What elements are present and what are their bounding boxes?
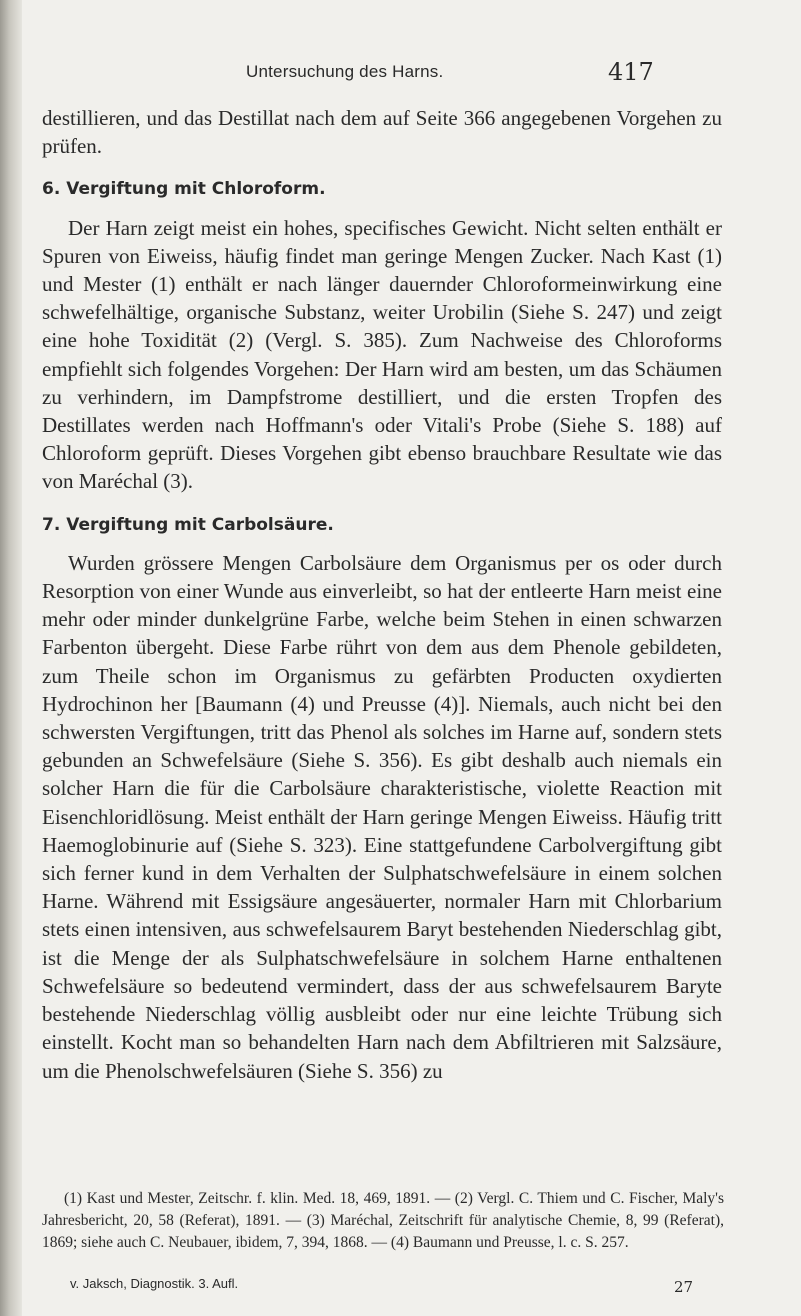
section-6-title: Vergiftung mit Chloroform. [66, 179, 326, 200]
book-spine-shadow [0, 0, 22, 1316]
section-6-heading [42, 175, 722, 203]
section-7-title: Vergiftung mit Carbolsäure. [66, 514, 334, 535]
running-head [22, 58, 801, 92]
section-7-number: 7. [42, 514, 61, 535]
running-title: Untersuchung des Harns. [246, 62, 444, 81]
main-text [42, 104, 722, 1085]
footnotes [42, 1188, 724, 1254]
section-7-heading [42, 511, 722, 539]
footnote-text: (1) Kast und Mester, Zeitschr. f. klin. Med. 18, 469, 1891. — (2) Vergl. C. Thiem und C. Fischer, Maly's Jahresbericht, 20, 58 (Referat), 1891. — (3) Maréchal, Zeitschrift für analytische Chemie, 8, 99 (Referat), 1869; siehe auch C. Neubauer, ibidem, 7, 394, 1868. — (4) Baumann und Preusse, l. c. S. 257. [42, 1190, 724, 1251]
page-number: 417 [608, 58, 654, 86]
intro-paragraph: destillieren, und das Destillat nach dem auf Seite 366 angegebenen Vorgehen zu prüfen. [42, 106, 722, 159]
section-7-paragraph: Wurden grössere Mengen Carbolsäure dem Organismus per os oder durch Resorption von einer Wunde aus einverleibt, so hat der entleerte Harn meist eine mehr oder minder dunkelgrüne Farbe, welche beim Stehen in einen schwarzen Farbenton übergeht. Diese Farbe rührt von dem aus dem Phenole gebildeten, zum Theile schon im Organismus zu gefärbten Producten oxydierten Hydrochinon her [Baumann (4) und Preusse (4)]. Niemals, auch nicht bei den schwersten Vergiftungen, tritt das Phenol als solches im Harne auf, sondern stets gebunden an Schwefelsäure (Siehe S. 356). Es gibt deshalb auch niemals ein solcher Harn die für die Carbolsäure charakteristische, violette Reaction mit Eisenchloridlösung. Meist enthält der Harn geringe Mengen Eiweiss. Häufig tritt Haemoglobinurie auf (Siehe S. 323). Eine stattgefundene Carbolvergiftung gibt sich ferner kund in dem Verhalten der Sulphatschwefelsäure in einem solchen Harne. Während mit Essigsäure angesäuerter, normaler Harn mit Chlorbarium stets einen intensiven, aus schwefelsaurem Baryt bestehenden Niederschlag gibt, ist die Menge der als Sulphatschwefelsäure in solchem Harne enthaltenen Schwefelsäure so bedeutend vermindert, dass der aus schwefelsaurem Baryte bestehende Niederschlag völlig ausbleibt oder nur eine leichte Trübung sich einstellt. Kocht man so behandelten Harn nach dem Abfiltrieren mit Salzsäure, um die Phenolschwefelsäuren (Siehe S. 356) zu [42, 550, 722, 1083]
section-6-number: 6. [42, 179, 61, 200]
imprint-line: v. Jaksch, Diagnostik. 3. Aufl. [70, 1276, 239, 1291]
book-page [22, 0, 801, 1316]
signature-number: 27 [674, 1278, 694, 1296]
section-6-paragraph: Der Harn zeigt meist ein hohes, specifisches Gewicht. Nicht selten enthält er Spuren von Eiweiss, häufig findet man geringe Mengen Zucker. Nach Kast (1) und Mester (1) enthält er nach länger dauernder Chloroformeinwirkung eine schwefelhältige, organische Substanz, weiter Urobilin (Siehe S. 247) und zeigt eine hohe Toxidität (2) (Vergl. S. 385). Zum Nachweise des Chloroforms empfiehlt sich folgendes Vorgehen: Der Harn wird am besten, um das Schäumen zu verhindern, im Dampfstrome destilliert, und die ersten Tropfen des Destillates werden nach Hoffmann's oder Vitali's Probe (Siehe S. 188) auf Chloroform geprüft. Dieses Vorgehen gibt ebenso brauchbare Resultate wie das von Maréchal (3). [42, 215, 722, 494]
